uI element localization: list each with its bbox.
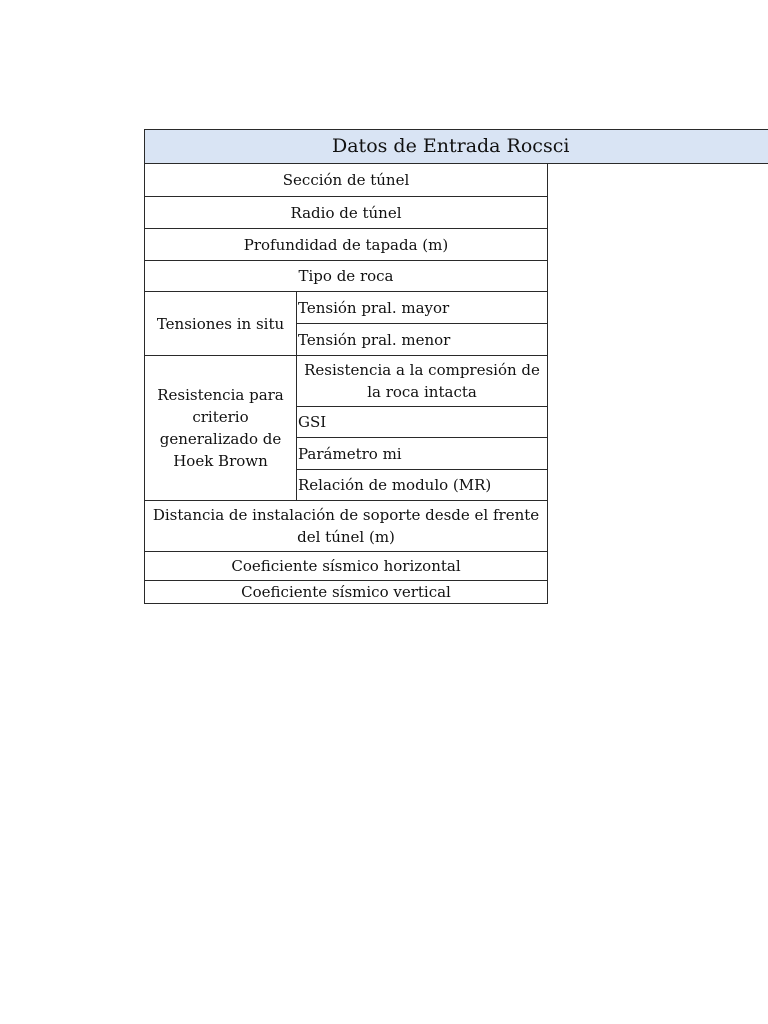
- cell-tensiones-in-situ: Tensiones in situ: [145, 292, 297, 356]
- input-data-table: [144, 163, 548, 604]
- cell-profundidad-tapada: Profundidad de tapada (m): [145, 229, 548, 261]
- table-row: [145, 197, 548, 229]
- table-row: [145, 292, 548, 324]
- cell-tension-mayor: Tensión pral. mayor: [297, 292, 548, 324]
- cell-gsi: GSI: [297, 407, 548, 438]
- cell-tension-menor: Tensión pral. menor: [297, 324, 548, 356]
- cell-parametro-mi: Parámetro mi: [297, 438, 548, 470]
- table-title: Datos de Entrada Rocsci: [332, 135, 570, 157]
- cell-distancia-instalacion: Distancia de instalación de soporte desde el frente del túnel (m): [145, 501, 548, 552]
- table-row: [145, 581, 548, 604]
- table-row: [145, 229, 548, 261]
- cell-relacion-modulo: Relación de modulo (MR): [297, 470, 548, 501]
- table-row: [145, 164, 548, 197]
- cell-tipo-roca: Tipo de roca: [145, 261, 548, 292]
- cell-resistencia-hoek-brown: Resistencia para criterio generalizado de Hoek Brown: [145, 356, 297, 501]
- cell-coef-sismico-horizontal: Coeficiente sísmico horizontal: [145, 552, 548, 581]
- table-row: [145, 501, 548, 552]
- table-row: [145, 261, 548, 292]
- cell-resistencia-compresion: Resistencia a la compresión de la roca intacta: [297, 356, 548, 407]
- cell-radio-tunel: Radio de túnel: [145, 197, 548, 229]
- cell-seccion-tunel: Sección de túnel: [145, 164, 548, 197]
- cell-coef-sismico-vertical: Coeficiente sísmico vertical: [145, 581, 548, 604]
- table-row: [145, 356, 548, 407]
- table-row: [145, 552, 548, 581]
